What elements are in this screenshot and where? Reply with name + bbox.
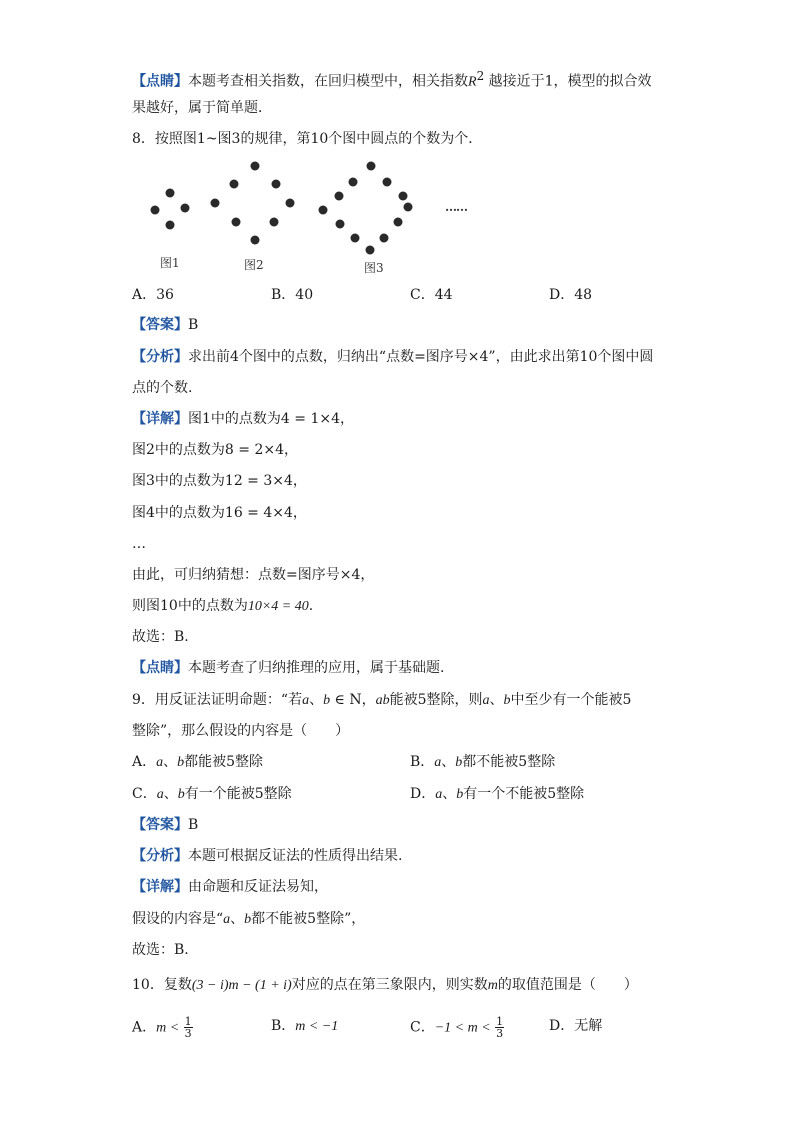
q9-answer: [132, 815, 198, 835]
q9-text-1: 9．用反证法证明命题：“若: [132, 692, 303, 708]
dots-figure: [140, 150, 480, 280]
option-expr: m <: [156, 1020, 180, 1036]
dot: [251, 236, 260, 245]
var-b: b: [455, 755, 463, 770]
q8-detail-2: 图2中的点数为8 = 2×4，: [132, 442, 298, 458]
option-prefix: B．: [410, 754, 435, 770]
q9-detail-2: [132, 909, 365, 930]
dot: [399, 192, 408, 201]
q9-analysis: [132, 846, 402, 866]
var-b: b: [244, 912, 252, 927]
q9-option-b: [410, 752, 555, 773]
detail-2-text: 假设的内容是“: [132, 911, 224, 927]
q10-expression: (3 − i)m − (1 + i): [191, 978, 292, 993]
q9-detail: [132, 877, 328, 897]
question-9: [132, 690, 631, 711]
dot: [349, 178, 358, 187]
option-prefix: C．: [132, 786, 157, 802]
q9-sep: 、: [309, 692, 324, 708]
answer-tag: 【答案】: [132, 817, 188, 833]
fraction-one-third: [495, 1016, 504, 1039]
q8-analysis-2: 点的个数.: [132, 380, 193, 396]
dot: [336, 220, 345, 229]
q9-comma: ，: [361, 692, 376, 708]
q10-option-d: D．无解: [549, 1018, 603, 1034]
q9-text-3: 中至少有一个能被5: [510, 692, 632, 708]
var-a: a: [482, 693, 490, 708]
q8-answer: [132, 315, 198, 335]
dot: [351, 234, 360, 243]
fraction-one-third: [184, 1016, 193, 1039]
q10-text-3: 的取值范围是（ ）: [497, 977, 638, 993]
r-symbol: R: [468, 74, 477, 90]
note-line-2: 果越好，属于简单题．: [132, 100, 272, 116]
var-b: b: [323, 693, 331, 708]
q8-detail: [132, 409, 354, 429]
detail-tag: 【详解】: [132, 879, 188, 895]
var-a: a: [156, 755, 164, 770]
var-a: a: [435, 787, 443, 802]
q8-detail-4: 图4中的点数为16 = 4×4，: [132, 505, 307, 521]
q9-text-2: 能被5整除，则: [389, 692, 483, 708]
dot: [286, 199, 295, 208]
fraction-denominator: 3: [496, 1027, 504, 1040]
option-text: 有一个能被5整除: [184, 786, 292, 802]
q9-option-c: [132, 784, 292, 805]
q10-option-a: [132, 1016, 193, 1039]
q9-option-a: [132, 752, 263, 773]
var-b: b: [456, 787, 464, 802]
dot: [151, 206, 160, 215]
dot: [166, 221, 175, 230]
figure-2-caption: 图2: [244, 258, 264, 272]
analysis-text: 本题可根据反证法的性质得出结果.: [188, 848, 403, 864]
q8-detail-8: 故选：B.: [132, 629, 189, 645]
option-text: 都不能被5整除: [462, 754, 556, 770]
q9-sep: 、: [442, 786, 457, 802]
dot: [232, 218, 241, 227]
q10-option-b: [271, 1016, 338, 1037]
dot: [380, 234, 389, 243]
q9-sep: 、: [441, 754, 456, 770]
q9-sep: 、: [489, 692, 504, 708]
fraction-denominator: 3: [184, 1027, 192, 1040]
dot: [230, 180, 239, 189]
dots-figure-svg: [140, 150, 480, 280]
question-10: [132, 975, 638, 996]
q8-note: [132, 658, 444, 678]
dot: [367, 162, 376, 171]
q10-text-2: 对应的点在第三象限内，则实数: [291, 977, 488, 993]
fraction-numerator: 1: [496, 1015, 504, 1028]
note-text: 本题考查相关指数，在回归模型中，相关指数: [188, 73, 468, 90]
q9-sep: 、: [163, 754, 178, 770]
q8-detail-7: [132, 596, 313, 617]
figure-3-caption: 图3: [364, 261, 384, 275]
var-b: b: [177, 755, 185, 770]
q9-detail-3: 故选：B.: [132, 942, 189, 958]
q9-option-d: [410, 784, 584, 805]
option-prefix: D．: [410, 786, 436, 802]
analysis-tag: 【分析】: [132, 349, 188, 365]
dot: [319, 206, 328, 215]
detail-7-expr: 10×4 = 40: [247, 599, 309, 614]
analysis-tag: 【分析】: [132, 848, 188, 864]
q10-text-1: 10．复数: [132, 977, 192, 993]
detail-tag: 【详解】: [132, 411, 188, 427]
note-text: 本题考查了归纳推理的应用，属于基础题.: [188, 660, 445, 676]
dot: [181, 204, 190, 213]
fraction-numerator: 1: [184, 1015, 192, 1028]
analysis-text: 求出前4个图中的点数，归纳出“点数=图序号×4”，由此求出第10个图中圆: [188, 349, 654, 365]
figure-ellipsis: ……: [445, 200, 467, 214]
q8-detail-6: 由此，可归纳猜想：点数=图序号×4，: [132, 567, 375, 583]
dot: [251, 162, 260, 171]
dot: [272, 180, 281, 189]
detail-line-1: 图1中的点数为4 = 1×4，: [188, 411, 354, 427]
note-tag: 【点睛】: [132, 660, 188, 676]
answer-text: B: [188, 317, 199, 333]
var-a: a: [156, 787, 164, 802]
dot: [335, 192, 344, 201]
q8-option-c: C．44: [410, 287, 453, 303]
dot: [211, 199, 220, 208]
q8-detail-3: 图3中的点数为12 = 3×4，: [132, 473, 307, 489]
dot: [404, 203, 413, 212]
option-prefix: C．: [410, 1019, 435, 1036]
q8-option-b: B．40: [271, 287, 314, 303]
var-b: b: [503, 693, 511, 708]
option-expr: m < −1: [295, 1019, 339, 1034]
q9-sep: 、: [163, 786, 178, 802]
var-m: m: [487, 978, 498, 993]
question-9-line-2: 整除”，那么假设的内容是（ ）: [132, 723, 350, 739]
detail-7-text: 则图10中的点数为: [132, 598, 248, 614]
option-text: 都能被5整除: [184, 754, 264, 770]
var-b: b: [177, 787, 185, 802]
question-8: 8．按照图1~图3的规律，第10个图中圆点的个数为个．: [132, 131, 483, 147]
var-a: a: [302, 693, 310, 708]
figure-1-caption: 图1: [160, 256, 180, 270]
q8-detail-5: …: [132, 536, 146, 552]
note-tag: 【点睛】: [132, 73, 188, 90]
option-prefix: A．: [132, 1019, 157, 1036]
option-expr: −1 < m <: [434, 1020, 491, 1036]
var-ab: ab: [375, 693, 390, 708]
r-superscript: 2: [476, 69, 485, 83]
dot: [270, 218, 279, 227]
detail-2-end: 都不能被5整除”，: [251, 911, 366, 927]
answer-text: B: [188, 817, 199, 833]
answer-tag: 【答案】: [132, 317, 188, 333]
var-a: a: [434, 755, 442, 770]
note-text-2: 越接近于1，模型的拟合效: [484, 73, 652, 90]
dot: [394, 218, 403, 227]
option-text: 有一个不能被5整除: [463, 786, 585, 802]
q8-option-d: D．48: [549, 287, 593, 303]
var-a: a: [223, 912, 231, 927]
dot: [366, 246, 375, 255]
q8-analysis: [132, 347, 653, 367]
q8-option-a: A．36: [132, 287, 174, 303]
detail-line-1: 由命题和反证法易知，: [188, 879, 328, 895]
detail-7-end: .: [308, 598, 314, 614]
note-line-1: [132, 66, 652, 93]
dot: [166, 189, 175, 198]
option-prefix: B．: [271, 1018, 296, 1034]
q10-option-c: [410, 1016, 504, 1039]
q9-sep: 、: [230, 911, 245, 927]
q9-in: ∈ N: [330, 692, 362, 708]
option-prefix: A．: [132, 754, 157, 770]
dot: [383, 178, 392, 187]
